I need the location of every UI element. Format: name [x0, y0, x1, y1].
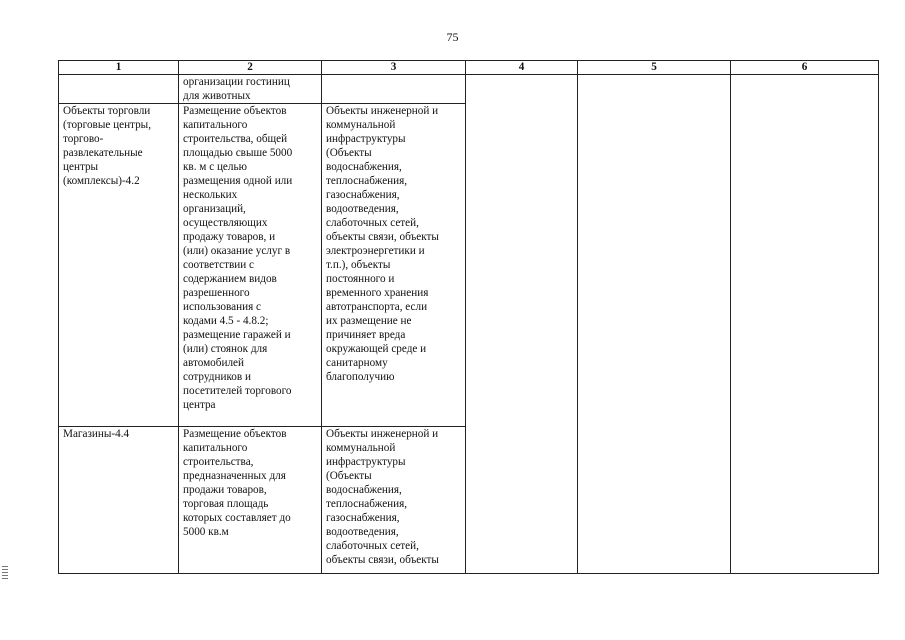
column-header-1: 1: [59, 61, 179, 75]
page-number: 75: [446, 30, 459, 44]
scan-margin-marks: [2, 566, 8, 581]
table-cell: Размещение объектов капитального строительства, предназначенных для продажи товаров, торговая площадь которых составляет до 5000 кв.м: [179, 427, 322, 574]
table-cell: организации гостиниц для животных: [179, 75, 322, 104]
column-header-3: 3: [322, 61, 466, 75]
table-header-row: [59, 61, 879, 75]
table-row: [59, 75, 879, 104]
table-cell: Объекты инженерной и коммунальной инфраструктуры (Объекты водоснабжения, теплоснабжения, газоснабжения, водоотведения, слаботочных сетей, объекты связи, объекты электроэнергетики и т.п.), объекты постоянного и временного хранения автотранспорта, если их размещение не причиняет вреда окружающей среде и санитарному благополучию: [322, 104, 466, 427]
document-table: [58, 60, 879, 574]
table-cell: Объекты инженерной и коммунальной инфраструктуры (Объекты водоснабжения, теплоснабжения, газоснабжения, водоотведения, слаботочных сетей, объекты связи, объекты: [322, 427, 466, 574]
table-cell: Размещение объектов капитального строительства, общей площадью свыше 5000 кв. м с целью размещения одной или нескольких организаций, осуществляющих продажу товаров, и (или) оказание услуг в соответствии с содержанием видов разрешенного использования с кодами 4.5 - 4.8.2; размещение гаражей и (или) стоянок для автомобилей сотрудников и посетителей торгового центра: [179, 104, 322, 427]
table-cell: Магазины-4.4: [59, 427, 179, 574]
table-cell: [466, 75, 578, 574]
column-header-4: 4: [466, 61, 578, 75]
column-header-2: 2: [179, 61, 322, 75]
table-cell: [578, 75, 731, 574]
table-cell: Объекты торговли (торговые центры, торгово- развлекательные центры (комплексы)-4.2: [59, 104, 179, 427]
table-cell: [59, 75, 179, 104]
table-cell: [731, 75, 879, 574]
column-header-6: 6: [731, 61, 879, 75]
table-cell: [322, 75, 466, 104]
column-header-5: 5: [578, 61, 731, 75]
